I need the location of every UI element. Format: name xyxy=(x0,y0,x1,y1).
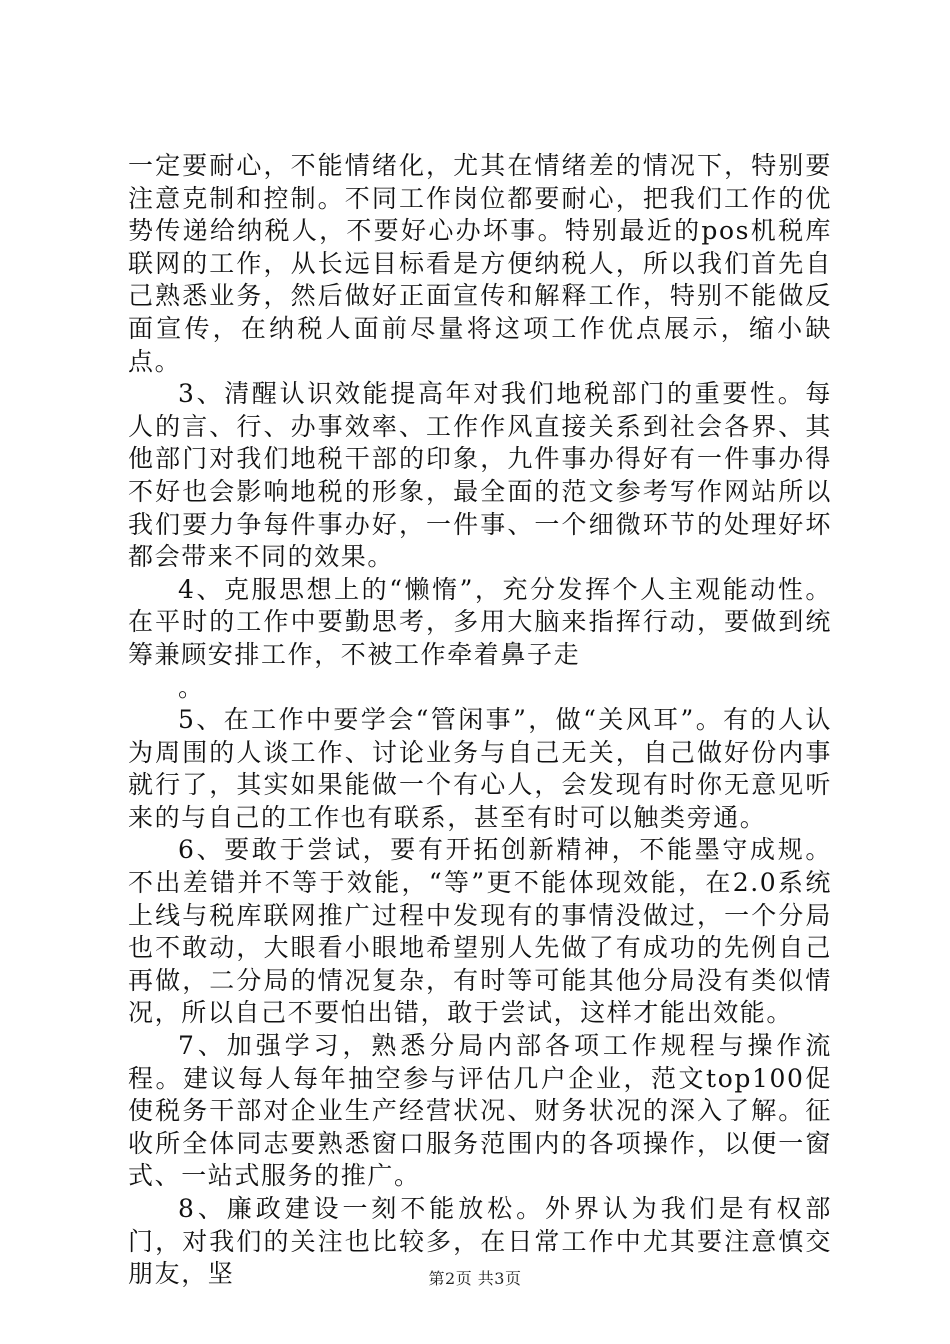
paragraph-continued: 一定要耐心，不能情绪化，尤其在情绪差的情况下，特别要注意克制和控制。不同工作岗位都要耐心，把我们工作的优势传递给纳税人，不要好心办坏事。特别最近的pos机税库联网的工作，从长远目标看是方便纳税人，所以我们首先自己熟悉业务，然后做好正面宣传和解释工作，特别不能做反面宣传，在纳税人面前尽量将这项工作优点展示，缩小缺点。 xyxy=(128,151,832,376)
paragraph-item-3: 3、清醒认识效能提高年对我们地税部门的重要性。每人的言、行、办事效率、工作作风直接关系到社会各界、其他部门对我们地税干部的印象，九件事办得好有一件事办得不好也会影响地税的形象，最全面的范文参考写作网站所以我们要力争每件事办好，一件事、一个细微环节的处理好坏都会带来不同的效果。 xyxy=(128,379,832,572)
document-body xyxy=(128,150,832,1291)
paragraph-item-8: 8、廉政建设一刻不能放松。外界认为我们是有权部门，对我们的关注也比较多，在日常工作中尤其要注意慎交朋友，坚 xyxy=(128,1194,832,1289)
page-footer: 第2页 共3页 xyxy=(428,1269,522,1288)
paragraph-item-4: 4、克服思想上的“懒惰”，充分发挥个人主观能动性。在平时的工作中要勤思考，多用大脑来指挥行动，要做到统筹兼顾安排工作，不被工作牵着鼻子走 xyxy=(128,574,832,669)
paragraph-item-4-period: 。 xyxy=(178,672,205,702)
paragraph-item-6: 6、要敢于尝试，要有开拓创新精神，不能墨守成规。不出差错并不等于效能，“等”更不能体现效能，在2.0系统上线与税库联网推广过程中发现有的事情没做过，一个分局也不敢动，大眼看小眼地希望别人先做了有成功的先例自己再做，二分局的情况复杂，有时等可能其他分局没有类似情况，所以自己不要怕出错，敢于尝试，这样才能出效能。 xyxy=(128,835,832,1028)
paragraph-item-7: 7、加强学习，熟悉分局内部各项工作规程与操作流程。建议每人每年抽空参与评估几户企业，范文top100促使税务干部对企业生产经营状况、财务状况的深入了解。征收所全体同志要熟悉窗口服务范围内的各项操作，以便一窗式、一站式服务的推广。 xyxy=(128,1031,832,1191)
paragraph-item-5: 5、在工作中要学会“管闲事”，做“关风耳”。有的人认为周围的人谈工作、讨论业务与自己无关，自己做好份内事就行了，其实如果能做一个有心人，会发现有时你无意见听来的与自己的工作也有联系，甚至有时可以触类旁通。 xyxy=(128,705,832,832)
